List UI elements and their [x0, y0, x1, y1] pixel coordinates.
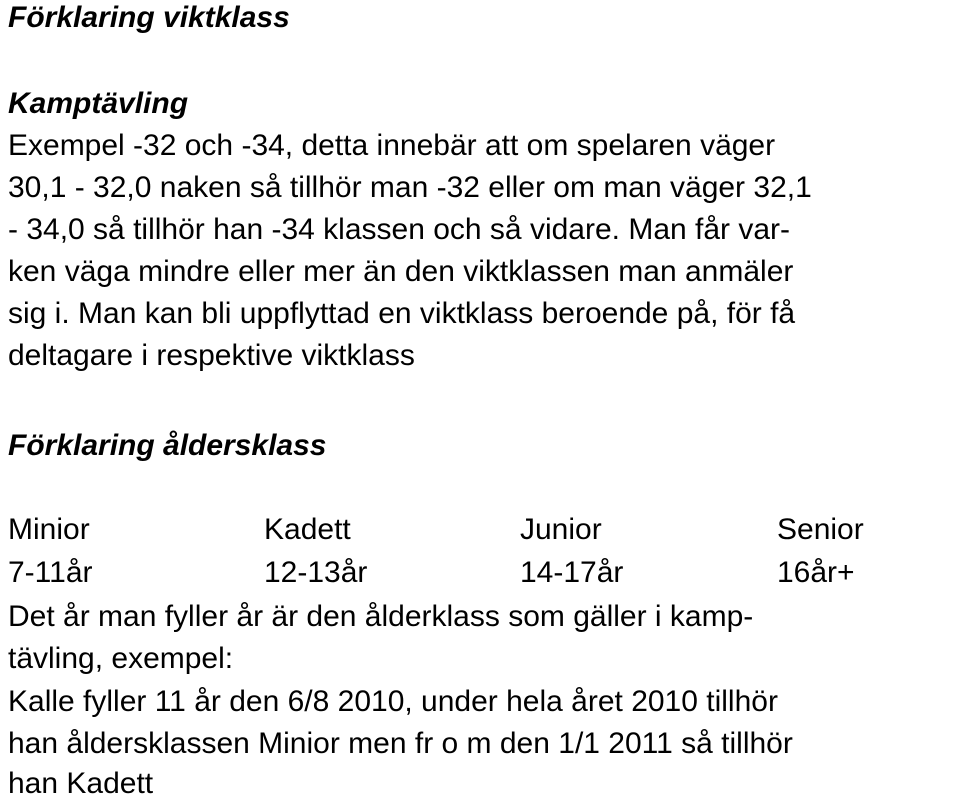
- age-class-range: 7-11år: [8, 556, 93, 589]
- paragraph-line: 30,1 - 32,0 naken så tillhör man -32 eller om man väger 32,1: [8, 171, 812, 204]
- age-class-name: Senior: [777, 513, 864, 546]
- age-class-range: 16år+: [777, 556, 855, 589]
- paragraph-line: han åldersklassen Minior men fr o m den 1/1 2011 så tillhör: [8, 727, 793, 760]
- age-class-name: Junior: [520, 513, 602, 546]
- paragraph-line: - 34,0 så tillhör han -34 klassen och så vidare. Man får var-: [8, 213, 791, 246]
- section-heading-aldersklass: Förklaring åldersklass: [8, 429, 327, 462]
- paragraph-line: Kalle fyller 11 år den 6/8 2010, under hela året 2010 tillhör: [8, 685, 778, 718]
- paragraph-line: tävling, exempel:: [8, 642, 234, 675]
- age-class-name: Minior: [8, 513, 90, 546]
- paragraph-line: deltagare i respektive viktklass: [8, 339, 415, 372]
- age-class-range: 12-13år: [264, 556, 368, 589]
- paragraph-line: Exempel -32 och -34, detta innebär att om spelaren väger: [8, 129, 776, 162]
- paragraph-line: ken väga mindre eller mer än den viktklassen man anmäler: [8, 255, 794, 288]
- page-title: Förklaring viktklass: [8, 1, 290, 34]
- age-class-range: 14-17år: [520, 556, 624, 589]
- age-class-name: Kadett: [264, 513, 351, 546]
- paragraph-line: sig i. Man kan bli uppflyttad en viktklass beroende på, för få: [8, 297, 796, 330]
- paragraph-line: han Kadett: [8, 767, 154, 800]
- paragraph-line: Det år man fyller år är den ålderklass som gäller i kamp-: [8, 600, 754, 633]
- section-heading-kamptavling: Kamptävling: [8, 87, 189, 120]
